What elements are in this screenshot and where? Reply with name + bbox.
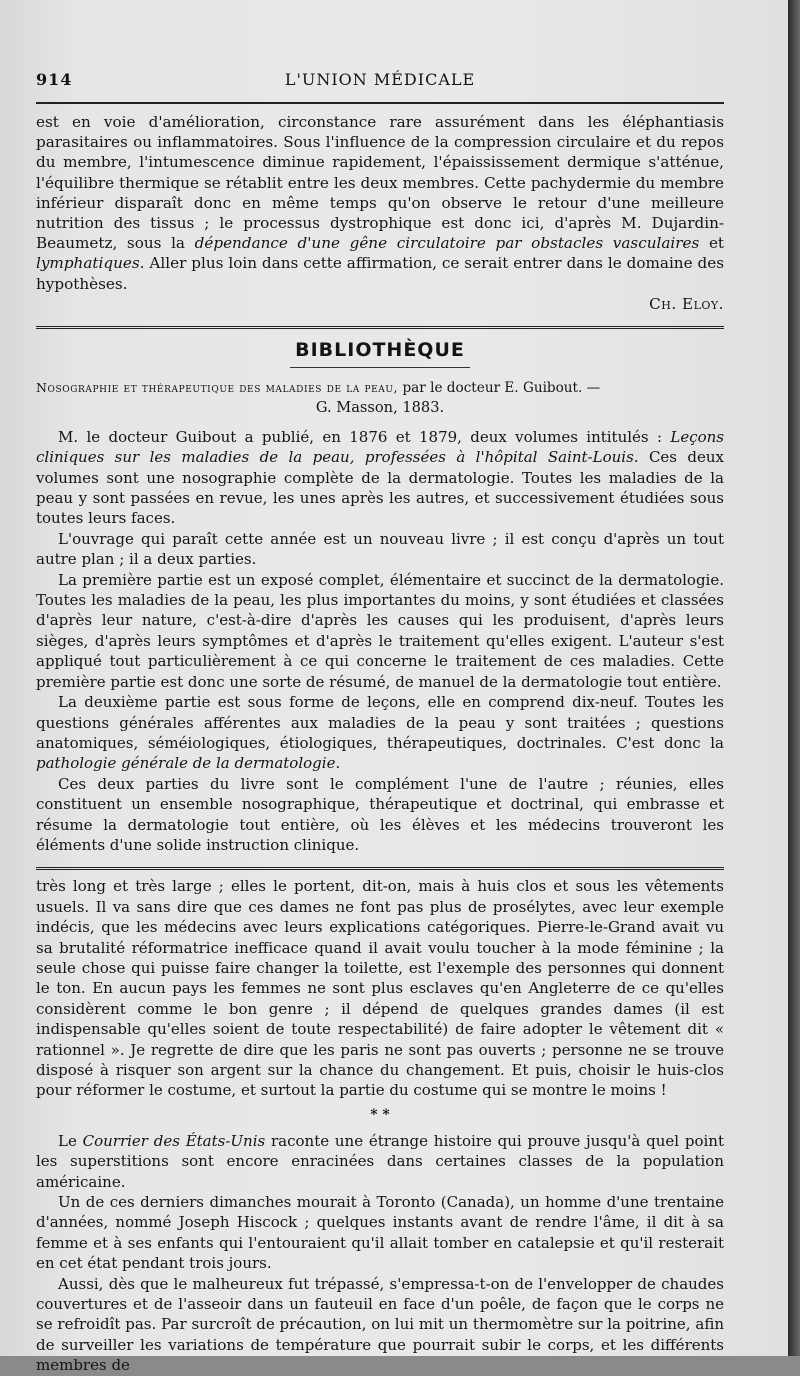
book-reference: Nosographie et thérapeutique des maladies de la peau, par le docteur E. Guibout. — — [36, 379, 601, 396]
review-paragraph-3: La première partie est un exposé complet, élémentaire et succinct de la dermatologie. Toutes les maladies de la peau, les plus importantes du moins, y sont étudiées et classées d'après leur nature, c'est-à-dire d'après les causes qui les produisent, d'après leurs sièges, d'après leurs symptômes et d'après le traitement qu'elles exigent. L'auteur s'est appliqué tout particulièrement à ce qui concerne le traitement de ces maladies. Cette première partie est donc une sorte de résumé, de manuel de la dermatologie tout entière. — [36, 570, 724, 691]
feuilleton-paragraph-4: Aussi, dès que le malheureux fut trépassé, s'empressa-t-on de l'envelopper de chaudes couvertures et de l'asseoir dans un fauteuil en face d'un poêle, de façon que le corps ne se refroidît pas. Par surcroît de précaution, on lui mit un thermomètre sur la poitrine, afin de surveiller les variations de température que pourrait subir le corps, et les différents membres de — [36, 1274, 724, 1375]
asterism-separator: * * — [370, 1106, 390, 1123]
title-underline — [290, 367, 470, 368]
page-number: 914 — [36, 70, 73, 89]
running-title: L'UNION MÉDICALE — [284, 70, 476, 89]
review-paragraph-2: L'ouvrage qui paraît cette année est un nouveau livre ; il est conçu d'après un tout autre plan ; il a deux parties. — [36, 529, 724, 569]
feuilleton-divider — [36, 867, 724, 870]
page-header — [36, 62, 724, 96]
feuilleton-paragraph-2: Le Courrier des États-Unis raconte une étrange histoire qui prouve jusqu'à quel point les superstitions sont encore enracinées dans certaines classes de la population américaine. — [36, 1131, 724, 1191]
review-paragraph-5: Ces deux parties du livre sont le complément l'une de l'autre ; réunies, elles constituent un ensemble nosographique, thérapeutique et doctrinal, qui embrasse et résume la dermatologie tout entière, où les élèves et les médecins trouveront les éléments d'une solide instruction clinique. — [36, 774, 724, 854]
author-signature: Ch. Eloy. — [649, 294, 724, 313]
section-divider — [36, 326, 724, 329]
feuilleton-paragraph-3: Un de ces derniers dimanches mourait à Toronto (Canada), un homme d'une trentaine d'années, nommé Joseph Hiscock ; quelques instants avant de rendre l'âme, il dit à sa femme et à ses enfants qui l'entouraient qu'il allait tomber en catalepsie et qu'il resterait en cet état pendant trois jours. — [36, 1193, 724, 1273]
header-rule — [36, 102, 724, 104]
page-content — [36, 62, 724, 1376]
review-paragraph-1: M. le docteur Guibout a publié, en 1876 et 1879, deux volumes intitulés : Leçons cliniques sur les maladies de la peau, professées à l'hôpital Saint-Louis. Ces deux volumes sont une nosographie complète de la dermatologie. Toutes les maladies de la peau y sont passées en revue, les unes après les autres, et successivement étudiées sous toutes leurs faces. — [36, 427, 724, 528]
article-end-paragraph: est en voie d'amélioration, circonstance rare assurément dans les éléphantiasis parasitaires ou inflammatoires. Sous l'influence de la compression circulaire et du repos du membre, l'intumescence diminue rapidement, l'épaississement dermique s'atténue, l'équilibre thermique se rétablit entre les deux membres. Cette pachydermie du membre inférieur disparaît donc en même temps qu'on observe le retour d'une meilleure nutrition des tissus ; le processus dystrophique est donc ici, d'après M. Dujardin-Beaumetz, sous la dépendance d'une gêne circulatoire par obstacles vasculaires et lymphatiques. Aller plus loin dans cette affirmation, ce serait entrer dans le domaine des hypothèses. — [36, 113, 725, 293]
review-paragraph-4: La deuxième partie est sous forme de leçons, elle en comprend dix-neuf. Toutes les questions générales afférentes aux maladies de la peau y sont traitées ; questions anatomiques, séméiologiques, étiologiques, thérapeutiques, doctrinales. C'est donc la pathologie générale de la dermatologie. — [36, 693, 724, 773]
publisher-line: G. Masson, 1883. — [315, 398, 445, 416]
feuilleton-paragraph-1: très long et très large ; elles le portent, dit-on, mais à huis clos et sous les vêtements usuels. Il va sans dire que ces dames ne font pas plus de prosélytes, avec leur exemple indécis, que les médecins avec leurs explications catégoriques. Pierre-le-Grand avait vu sa brutalité réformatrice inefficace quand il avait voulu toucher à la mode féminine ; la seule chose qui puisse faire changer la toilette, est l'exemple des personnes qui donnent le ton. En aucun pays les femmes ne sont plus esclaves qu'en Angleterre de ce qu'elles considèrent comme le bon genre ; il dépend de quelques grandes dames (il est indispensable qu'elles soient de toute respectabilité) de faire adopter le vêtement dit « rationnel ». Je regrette de dire que les paris ne sont pas ouverts ; personne ne se trouve disposé à risquer son argent sur la chance du changement. Et puis, choisir le huis-clos pour réformer le costume, et surtout la partie du costume qui se montre le moins ! — [36, 877, 724, 1100]
page-edge-shadow — [788, 0, 800, 1356]
section-title: BIBLIOTHÈQUE — [295, 338, 465, 361]
